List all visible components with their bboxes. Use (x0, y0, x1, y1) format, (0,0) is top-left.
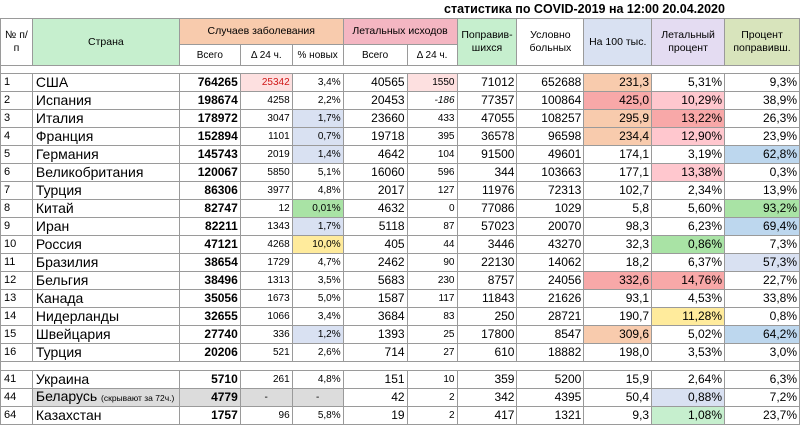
country-name (32, 200, 179, 218)
active-count: 20070 (517, 218, 584, 236)
table-row (1, 218, 800, 236)
deaths-total: 40565 (343, 74, 407, 92)
per-100k: 174,1 (584, 146, 652, 164)
recovered-count: 17800 (457, 326, 517, 344)
cases-delta: 1729 (240, 254, 292, 272)
deaths-total: 23660 (343, 110, 407, 128)
cases-pct-new: 2,2% (292, 92, 343, 110)
deaths-delta: -186 (407, 92, 457, 110)
country-name (32, 326, 179, 344)
deaths-total: 151 (343, 371, 407, 389)
active-count: 21626 (517, 290, 584, 308)
row-number: 41 (1, 371, 33, 389)
country-label: Россия (35, 236, 82, 252)
deaths-delta: 2 (407, 389, 457, 407)
active-count: 1029 (517, 200, 584, 218)
cases-delta: 4258 (240, 92, 292, 110)
country-name (32, 272, 179, 290)
active-count: 5200 (517, 371, 584, 389)
per-100k: 50,4 (584, 389, 652, 407)
row-number: 11 (1, 254, 33, 272)
country-label: Канада (35, 290, 84, 306)
cases-delta: 1313 (240, 272, 292, 290)
row-number: 4 (1, 128, 33, 146)
cases-total: 35056 (179, 290, 240, 308)
deaths-total: 19718 (343, 128, 407, 146)
deaths-delta: 1550 (407, 74, 457, 92)
per-100k: 234,4 (584, 128, 652, 146)
lethal-percent: 11,28% (652, 308, 725, 326)
row-number: 8 (1, 200, 33, 218)
cases-delta: 12 (240, 200, 292, 218)
active-count: 28721 (517, 308, 584, 326)
cases-total: 145743 (179, 146, 240, 164)
recovered-count: 71012 (457, 74, 517, 92)
header-num: № п/п (1, 19, 33, 66)
cases-delta: 5850 (240, 164, 292, 182)
lethal-percent: 5,02% (652, 326, 725, 344)
row-number: 1 (1, 74, 33, 92)
country-name (32, 218, 179, 236)
deaths-total: 714 (343, 344, 407, 362)
country-label: Турция (35, 344, 82, 360)
cases-pct-new: 4,8% (292, 371, 343, 389)
recovered-percent: 0,3% (725, 164, 800, 182)
header-per100k: На 100 тыс. (584, 19, 652, 66)
deaths-total: 2462 (343, 254, 407, 272)
cases-total: 20206 (179, 344, 240, 362)
table-row (1, 344, 800, 362)
lethal-percent: 6,37% (652, 254, 725, 272)
deaths-delta: 27 (407, 344, 457, 362)
active-count: 103663 (517, 164, 584, 182)
lethal-percent: 0,86% (652, 236, 725, 254)
lethal-percent: 14,76% (652, 272, 725, 290)
country-label: Нидерланды (35, 308, 120, 324)
header-cases-delta: Δ 24 ч. (240, 45, 292, 66)
table-row (1, 164, 800, 182)
cases-total: 198674 (179, 92, 240, 110)
cases-total: 82747 (179, 200, 240, 218)
row-number: 16 (1, 344, 33, 362)
country-label: Казахстан (35, 407, 102, 423)
cases-total: 38496 (179, 272, 240, 290)
per-100k: 5,8 (584, 200, 652, 218)
active-count: 96598 (517, 128, 584, 146)
table-row (1, 182, 800, 200)
lethal-percent: 0,88% (652, 389, 725, 407)
cases-total: 4779 (179, 389, 240, 407)
per-100k: 425,0 (584, 92, 652, 110)
deaths-delta: 117 (407, 290, 457, 308)
recovered-percent: 9,3% (725, 74, 800, 92)
recovered-count: 3446 (457, 236, 517, 254)
cases-delta: - (240, 389, 292, 407)
row-number: 6 (1, 164, 33, 182)
lethal-percent: 3,19% (652, 146, 725, 164)
cases-total: 38654 (179, 254, 240, 272)
cases-pct-new: 5,1% (292, 164, 343, 182)
country-label: Иран (35, 218, 70, 234)
country-name (32, 254, 179, 272)
cases-total: 764265 (179, 74, 240, 92)
country-label: Украина (35, 371, 90, 387)
deaths-total: 19 (343, 407, 407, 425)
lethal-percent: 13,22% (652, 110, 725, 128)
recovered-count: 359 (457, 371, 517, 389)
cases-delta: 1343 (240, 218, 292, 236)
lethal-percent: 2,34% (652, 182, 725, 200)
row-number: 10 (1, 236, 33, 254)
row-number: 12 (1, 272, 33, 290)
lethal-percent: 5,31% (652, 74, 725, 92)
cases-delta: 3977 (240, 182, 292, 200)
per-100k: 198,0 (584, 344, 652, 362)
cases-pct-new: 1,7% (292, 218, 343, 236)
deaths-total: 2017 (343, 182, 407, 200)
header-lethal-pct: Летальный процент (652, 19, 725, 66)
country-name (32, 92, 179, 110)
country-label: Испания (35, 92, 92, 108)
cases-total: 27740 (179, 326, 240, 344)
cases-total: 1757 (179, 407, 240, 425)
active-count: 1321 (517, 407, 584, 425)
cases-delta: 4268 (240, 236, 292, 254)
header-cases-total: Всего (179, 45, 240, 66)
row-number: 64 (1, 407, 33, 425)
row-number: 3 (1, 110, 33, 128)
spacer-row (1, 66, 800, 74)
lethal-percent: 3,53% (652, 344, 725, 362)
recovered-count: 11843 (457, 290, 517, 308)
country-label: США (35, 74, 69, 90)
per-100k: 190,7 (584, 308, 652, 326)
header-cases-pct-new: % новых (292, 45, 343, 66)
country-label: Швейцария (35, 326, 111, 342)
deaths-total: 405 (343, 236, 407, 254)
deaths-total: 5118 (343, 218, 407, 236)
recovered-percent: 57,3% (725, 254, 800, 272)
row-number: 7 (1, 182, 33, 200)
recovered-percent: 3,0% (725, 344, 800, 362)
recovered-percent: 7,2% (725, 389, 800, 407)
cases-pct-new: - (292, 389, 343, 407)
recovered-percent: 69,4% (725, 218, 800, 236)
country-name (32, 182, 179, 200)
cases-total: 47121 (179, 236, 240, 254)
deaths-total: 42 (343, 389, 407, 407)
cases-pct-new: 1,2% (292, 326, 343, 344)
recovered-percent: 13,9% (725, 182, 800, 200)
table-row (1, 254, 800, 272)
lethal-percent: 5,60% (652, 200, 725, 218)
deaths-delta: 230 (407, 272, 457, 290)
per-100k: 102,7 (584, 182, 652, 200)
deaths-total: 16060 (343, 164, 407, 182)
country-label: Италия (35, 110, 84, 126)
per-100k: 231,3 (584, 74, 652, 92)
cases-pct-new: 3,4% (292, 74, 343, 92)
cases-pct-new: 5,0% (292, 290, 343, 308)
recovered-percent: 0,8% (725, 308, 800, 326)
recovered-percent: 33,8% (725, 290, 800, 308)
recovered-count: 342 (457, 389, 517, 407)
deaths-delta: 25 (407, 326, 457, 344)
header-recovered: Поправив-шихся (457, 19, 517, 66)
deaths-total: 4642 (343, 146, 407, 164)
country-label: Германия (35, 146, 99, 162)
country-label: Франция (35, 128, 94, 144)
deaths-delta: 90 (407, 254, 457, 272)
cases-delta: 3047 (240, 110, 292, 128)
deaths-total: 1393 (343, 326, 407, 344)
recovered-percent: 7,3% (725, 236, 800, 254)
covid-stats-table (0, 18, 800, 425)
row-number: 2 (1, 92, 33, 110)
active-count: 100864 (517, 92, 584, 110)
table-row (1, 74, 800, 92)
header-active: Условно больных (517, 19, 584, 66)
per-100k: 177,1 (584, 164, 652, 182)
report-title: статистика по COVID-2019 на 12:00 20.04.2020 (444, 2, 725, 16)
row-number: 44 (1, 389, 33, 407)
active-count: 108257 (517, 110, 584, 128)
spacer-row (1, 362, 800, 371)
cases-pct-new: 2,6% (292, 344, 343, 362)
header-country: Страна (32, 19, 179, 66)
deaths-total: 20453 (343, 92, 407, 110)
cases-pct-new: 5,8% (292, 407, 343, 425)
country-name (32, 110, 179, 128)
active-count: 4395 (517, 389, 584, 407)
cases-delta: 336 (240, 326, 292, 344)
deaths-delta: 0 (407, 200, 457, 218)
active-count: 49601 (517, 146, 584, 164)
cases-delta: 1101 (240, 128, 292, 146)
country-label: Беларусь (35, 388, 98, 404)
recovered-count: 417 (457, 407, 517, 425)
recovered-count: 77086 (457, 200, 517, 218)
row-number: 9 (1, 218, 33, 236)
per-100k: 9,3 (584, 407, 652, 425)
per-100k: 32,3 (584, 236, 652, 254)
header-cases: Случаев заболевания (179, 19, 343, 45)
per-100k: 295,9 (584, 110, 652, 128)
cases-total: 5710 (179, 371, 240, 389)
lethal-percent: 2,64% (652, 371, 725, 389)
recovered-count: 22130 (457, 254, 517, 272)
recovered-count: 250 (457, 308, 517, 326)
cases-total: 120067 (179, 164, 240, 182)
table-row (1, 308, 800, 326)
recovered-percent: 6,3% (725, 371, 800, 389)
country-name (32, 236, 179, 254)
cases-delta: 96 (240, 407, 292, 425)
recovered-count: 91500 (457, 146, 517, 164)
lethal-percent: 13,38% (652, 164, 725, 182)
table-row (1, 326, 800, 344)
cases-pct-new: 3,4% (292, 308, 343, 326)
per-100k: 98,3 (584, 218, 652, 236)
cases-pct-new: 1,7% (292, 110, 343, 128)
lethal-percent: 12,90% (652, 128, 725, 146)
deaths-delta: 596 (407, 164, 457, 182)
country-label: Бразилия (35, 254, 99, 270)
deaths-delta: 2 (407, 407, 457, 425)
country-label: Бельгия (35, 272, 89, 288)
cases-total: 82211 (179, 218, 240, 236)
cases-delta: 1066 (240, 308, 292, 326)
table-row (1, 371, 800, 389)
cases-pct-new: 10,0% (292, 236, 343, 254)
country-name (32, 407, 179, 425)
cases-pct-new: 0,01% (292, 200, 343, 218)
country-name (32, 290, 179, 308)
recovered-count: 47055 (457, 110, 517, 128)
recovered-count: 57023 (457, 218, 517, 236)
country-name (32, 74, 179, 92)
country-name (32, 308, 179, 326)
deaths-delta: 104 (407, 146, 457, 164)
per-100k: 332,6 (584, 272, 652, 290)
table-row (1, 389, 800, 407)
recovered-percent: 26,3% (725, 110, 800, 128)
table-row (1, 407, 800, 425)
deaths-delta: 127 (407, 182, 457, 200)
deaths-delta: 83 (407, 308, 457, 326)
table-row (1, 290, 800, 308)
table-row (1, 200, 800, 218)
recovered-count: 11976 (457, 182, 517, 200)
deaths-total: 1587 (343, 290, 407, 308)
table-row (1, 146, 800, 164)
lethal-percent: 6,23% (652, 218, 725, 236)
deaths-total: 5683 (343, 272, 407, 290)
cases-total: 32655 (179, 308, 240, 326)
deaths-delta: 87 (407, 218, 457, 236)
table-row (1, 236, 800, 254)
deaths-delta: 10 (407, 371, 457, 389)
lethal-percent: 10,29% (652, 92, 725, 110)
cases-delta: 2019 (240, 146, 292, 164)
recovered-count: 36578 (457, 128, 517, 146)
row-number: 15 (1, 326, 33, 344)
table-row (1, 110, 800, 128)
per-100k: 93,1 (584, 290, 652, 308)
row-number: 5 (1, 146, 33, 164)
country-name (32, 128, 179, 146)
country-label: Турция (35, 182, 82, 198)
recovered-count: 77357 (457, 92, 517, 110)
lethal-percent: 4,53% (652, 290, 725, 308)
cases-delta: 521 (240, 344, 292, 362)
cases-total: 178972 (179, 110, 240, 128)
deaths-delta: 44 (407, 236, 457, 254)
cases-pct-new: 1,4% (292, 146, 343, 164)
cases-pct-new: 4,7% (292, 254, 343, 272)
header-deaths-total: Всего (343, 45, 407, 66)
cases-pct-new: 3,5% (292, 272, 343, 290)
recovered-count: 8757 (457, 272, 517, 290)
recovered-count: 610 (457, 344, 517, 362)
active-count: 8547 (517, 326, 584, 344)
table-row (1, 272, 800, 290)
country-name (32, 389, 179, 407)
table-row (1, 92, 800, 110)
cases-delta: 25342 (240, 74, 292, 92)
deaths-total: 4632 (343, 200, 407, 218)
cases-delta: 1673 (240, 290, 292, 308)
recovered-percent: 23,7% (725, 407, 800, 425)
recovered-percent: 93,2% (725, 200, 800, 218)
cases-total: 152894 (179, 128, 240, 146)
active-count: 72313 (517, 182, 584, 200)
header-deaths-delta: Δ 24 ч. (407, 45, 457, 66)
recovered-percent: 22,7% (725, 272, 800, 290)
per-100k: 309,6 (584, 326, 652, 344)
country-label: Великобритания (35, 164, 144, 180)
row-number: 14 (1, 308, 33, 326)
recovered-count: 344 (457, 164, 517, 182)
active-count: 14062 (517, 254, 584, 272)
country-name (32, 146, 179, 164)
row-number: 13 (1, 290, 33, 308)
recovered-percent: 38,9% (725, 92, 800, 110)
lethal-percent: 1,08% (652, 407, 725, 425)
active-count: 43270 (517, 236, 584, 254)
cases-pct-new: 4,8% (292, 182, 343, 200)
country-note: (скрывают за 72ч.) (101, 393, 175, 403)
header-deaths: Летальных исходов (343, 19, 457, 45)
country-name (32, 164, 179, 182)
recovered-percent: 62,8% (725, 146, 800, 164)
recovered-percent: 64,2% (725, 326, 800, 344)
recovered-percent: 23,9% (725, 128, 800, 146)
per-100k: 15,9 (584, 371, 652, 389)
deaths-delta: 433 (407, 110, 457, 128)
country-name (32, 371, 179, 389)
country-name (32, 344, 179, 362)
cases-delta: 261 (240, 371, 292, 389)
active-count: 18882 (517, 344, 584, 362)
per-100k: 18,2 (584, 254, 652, 272)
deaths-total: 3684 (343, 308, 407, 326)
country-label: Китай (35, 200, 74, 216)
deaths-delta: 395 (407, 128, 457, 146)
active-count: 652688 (517, 74, 584, 92)
cases-total: 86306 (179, 182, 240, 200)
active-count: 24056 (517, 272, 584, 290)
cases-pct-new: 0,7% (292, 128, 343, 146)
header-recovered-pct: Процент поправивш. (725, 19, 800, 66)
table-row (1, 128, 800, 146)
